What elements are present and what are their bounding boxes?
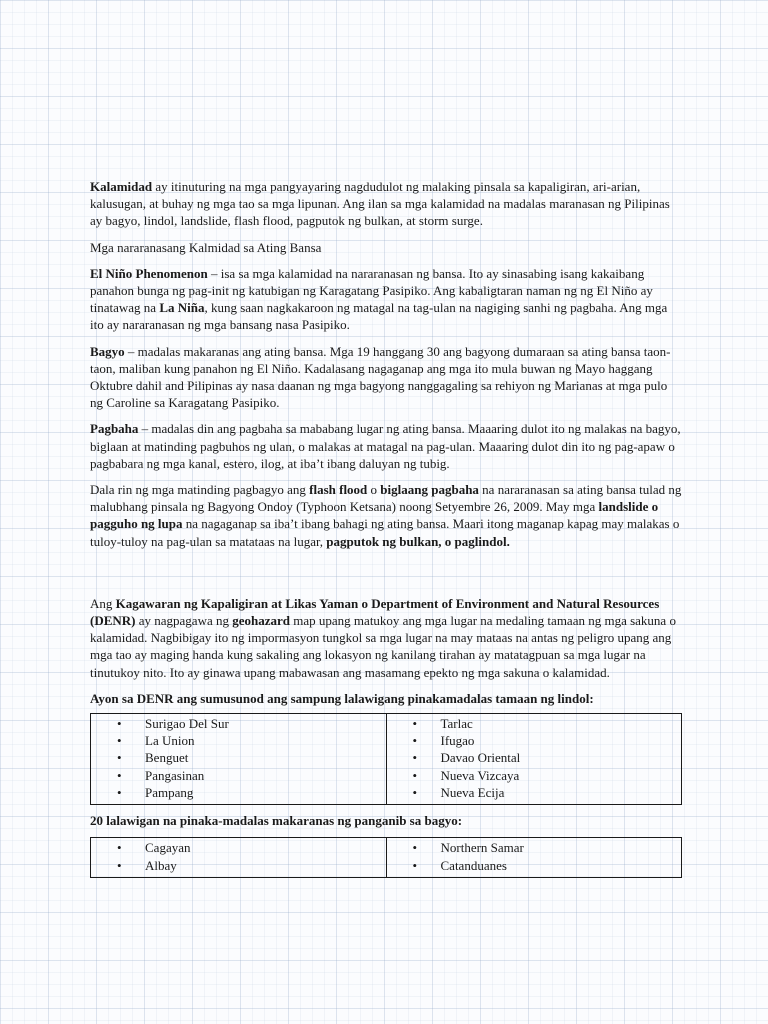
el-nino-paragraph (90, 265, 682, 334)
bagyo-left-list (91, 839, 386, 873)
el-nino-text1: – isa sa mga kalamidad na nararanasan ng bansa. Ito ay sinasabing isang kakaibang panahon bunga ng pag-init ng katubigan ng Karagatang Pasipiko. Ang kabaligtaran naman ng ng El Niño ay tinatawag na (90, 265, 653, 316)
denr-bold1: Kagawaran ng Kapaligiran at Likas Yaman o Department of Environment and Natural Resources (DENR) (90, 595, 660, 629)
bagyo-paragraph (90, 343, 682, 412)
bagyo-right-list (387, 839, 682, 873)
list-item: • Tarlac (387, 715, 682, 732)
intro-term: Kalamidad (90, 179, 153, 194)
list-item: • Surigao Del Sur (91, 715, 386, 732)
list-item: • Catanduanes (387, 857, 682, 874)
lindol-heading-text: Ayon sa DENR ang sumusunod ang sampung lalawigang pinakamadalas tamaan ng lindol: (90, 690, 594, 706)
denr-text2: ay nagpagawa ng (135, 613, 233, 629)
lindol-left-list (91, 715, 386, 801)
list-item: • Northern Samar (387, 839, 682, 856)
lindol-table (90, 713, 682, 805)
list-item: • Albay (91, 857, 386, 874)
lindol-heading (90, 690, 682, 707)
list-item: • Ifugao (387, 732, 682, 749)
denr-bold2: geohazard (232, 613, 291, 629)
flash-bold3: landslide o pagguho ng lupa (90, 499, 659, 532)
pagbaha-text: – madalas din ang pagbaha sa mababang lugar ng ating bansa. Maaaring dulot ito ng malakas na bagyo, biglaan at matinding pagbuhos ng ulan, o malakas at matagal na pag-ulan. Maaaring dulot din ito ng pag-apaw o pagbabara ng mga kanal, estero, ilog, at iba’t ibang daluyan ng tubig. (90, 421, 681, 471)
el-nino-term: El Niño Phenomenon (90, 265, 208, 281)
list-item: • Nueva Ecija (387, 784, 682, 801)
flash-bold2: biglaang pagbaha (380, 482, 479, 498)
bagyo-heading (90, 812, 682, 829)
bagyo-right-cell (386, 838, 682, 877)
intro-paragraph (90, 178, 682, 230)
pagbaha-term: Pagbaha (90, 421, 139, 437)
list-item: • Benguet (91, 749, 386, 766)
flash-text2: o (367, 482, 381, 498)
list-item: • La Union (91, 732, 386, 749)
flash-text4: na nagaganap sa iba’t ibang bahagi ng ating bansa. Maari itong maganap kapag may malakas o tuloy-tuloy na pag-ulan sa matataas na lugar, (90, 516, 680, 549)
bagyo-table (90, 837, 682, 877)
document-page (90, 178, 682, 878)
flash-flood-paragraph (90, 481, 682, 550)
list-item: • Nueva Vizcaya (387, 767, 682, 784)
flash-text3: na nararanasan sa ating bansa tulad ng malubhang pinsala ng Bagyong Ondoy (Typhoon Ketsana) noong Setyembre 26, 2009. May mga (90, 482, 682, 515)
bagyo-left-cell (91, 838, 387, 877)
table-row (91, 714, 682, 805)
denr-paragraph (90, 595, 682, 681)
denr-text3: map upang matukoy ang mga lugar na medaling tamaan ng mga sakuna o kalamidad. Nagbibigay ito ng impormasyon tungkol sa mga lugar na may mataas na antas ng peligro upang ang mga tao ay maging handa kung sakaling ang lokasyon ng kanilang tirahan ay matatagpuan sa mga lugar na tinutukoy nito. Ito ay ginawa upang mabawasan ang masamang epekto ng mga sakuna o kalamidad. (90, 613, 676, 680)
blank-space (90, 559, 682, 595)
bagyo-text: – madalas makaranas ang ating bansa. Mga 19 hanggang 30 ang bagyong dumaraan sa ating bansa taon-taon, maliban kung panahon ng El Niño. Kadalasang nagaganap ang mga ito mula buwan ng Mayo haggang Oktubre dahil and Pilipinas ay nasa daanan ng mga bagyong nanggagaling sa rehiyon ng Marianas at mga pulo ng Caroline sa Karagatang Pasipiko. (90, 343, 671, 411)
list-item: • Cagayan (91, 839, 386, 856)
intro-text: ay itinuturing na mga pangyayaring nagdudulot ng malaking pinsala sa kapaligiran, ari-arian, kalusugan, at buhay ng mga tao sa mga lipunan. Ang ilan sa mga kalamidad na madalas maranasan ng Pilipinas ay bagyo, lindol, landslide, flash flood, pagputok ng bulkan, at storm surge. (90, 179, 670, 229)
list-item: • Pampang (91, 784, 386, 801)
lindol-right-cell (386, 714, 682, 805)
pagbaha-paragraph (90, 420, 682, 472)
denr-text1: Ang (90, 595, 116, 611)
flash-text1: Dala rin ng mga matinding pagbagyo ang (90, 482, 310, 498)
flash-bold1: flash flood (309, 482, 368, 498)
table-row (91, 838, 682, 877)
bagyo-term: Bagyo (90, 343, 125, 359)
section-title-text: Mga nararanasang Kalmidad sa Ating Bansa (90, 239, 322, 255)
el-nino-text2: , kung saan nagkakaroon ng matagal na tag-ulan na nagiging sanhi ng pagbaha. Ang mga ito ay nararanasan ng mga bansang nasa Pasipiko. (90, 300, 668, 333)
bagyo-heading-text: 20 lalawigan na pinaka-madalas makaranas ng panganib sa bagyo: (90, 813, 463, 829)
lindol-left-cell (91, 714, 387, 805)
lindol-right-list (387, 715, 682, 801)
list-item: • Davao Oriental (387, 749, 682, 766)
section-title (90, 239, 682, 256)
flash-bold4: pagputok ng bulkan, o paglindol. (326, 533, 510, 549)
list-item: • Pangasinan (91, 767, 386, 784)
la-nina-term: La Niña (159, 300, 205, 316)
